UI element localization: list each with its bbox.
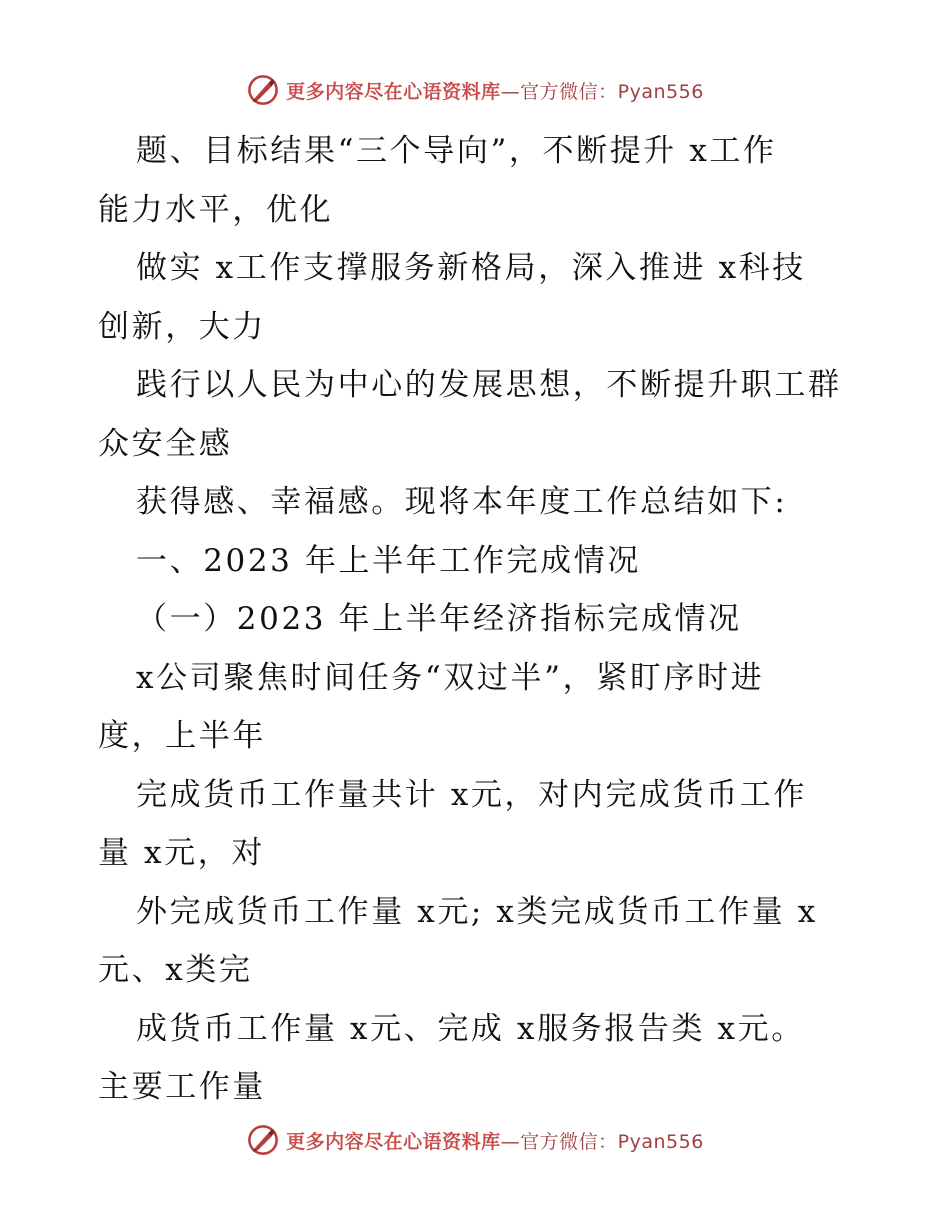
paragraph-line: 众安全感 — [98, 425, 233, 462]
footer-watermark — [0, 1120, 950, 1160]
watermark-text — [286, 1127, 704, 1154]
paragraph-line: 创新，大力 — [98, 308, 266, 345]
header-watermark — [0, 70, 950, 110]
paragraph-line: （一）2023 年上半年经济指标完成情况 — [136, 601, 742, 637]
watermark-text — [286, 77, 704, 104]
paragraph-line: 获得感、幸福感。现将本年度工作总结如下: — [136, 484, 788, 520]
watermark-separator: — — [500, 80, 521, 103]
paragraph-line: 主要工作量 — [98, 1069, 266, 1105]
paragraph-line: 题、目标结果“三个导向”，不断提升 x工作 — [136, 133, 777, 169]
paragraph-line: 完成货币工作量共计 x元，对内完成货币工作 — [136, 776, 807, 813]
paragraph-line: 元、x类完 — [98, 952, 253, 988]
paragraph-line: x公司聚焦时间任务“双过半”，紧盯序时进 — [136, 659, 765, 696]
watermark-left-text: 更多内容尽在心语资料库 — [286, 80, 501, 103]
paragraph-line: 能力水平，优化 — [98, 191, 334, 228]
paragraph-line: 做实 x工作支撑服务新格局，深入推进 x科技 — [136, 250, 806, 286]
pen-logo-icon — [246, 73, 280, 107]
paragraph-line: 量 x元，对 — [98, 835, 265, 871]
paragraph-line: 成货币工作量 x元、完成 x服务报告类 x元。 — [136, 1010, 805, 1047]
paragraph-line: 外完成货币工作量 x元; x类完成货币工作量 x — [136, 893, 818, 930]
watermark-wechat-text: 官方微信：Pyan556 — [520, 1130, 704, 1153]
paragraph-line: 一、2023 年上半年工作完成情况 — [136, 542, 641, 579]
watermark-left-text: 更多内容尽在心语资料库 — [286, 1130, 501, 1153]
pen-logo-icon — [246, 1123, 280, 1157]
paragraph-line: 度，上半年 — [98, 718, 266, 754]
watermark-separator: — — [500, 1130, 521, 1153]
document-body — [98, 122, 858, 1117]
watermark-wechat-text: 官方微信：Pyan556 — [520, 80, 704, 103]
paragraph-line: 践行以人民为中心的发展思想，不断提升职工群 — [136, 367, 842, 403]
